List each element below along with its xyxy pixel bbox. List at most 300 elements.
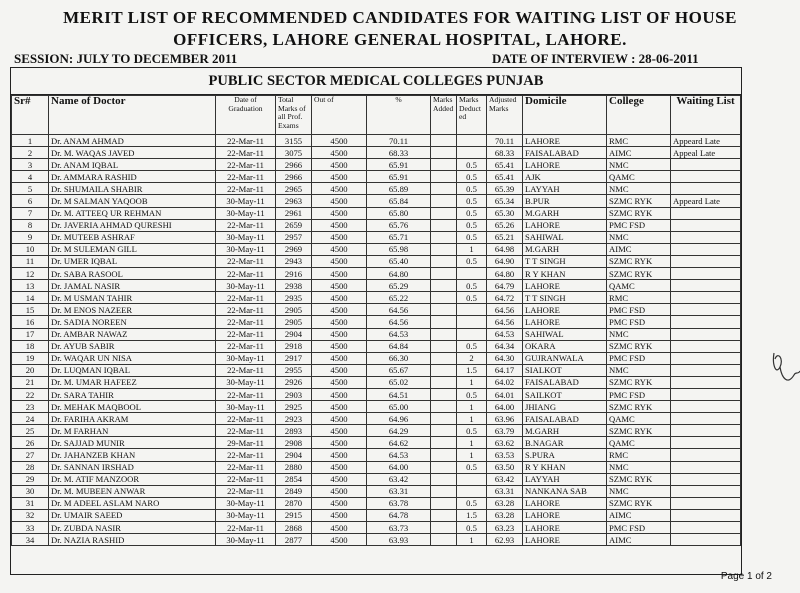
cell-sr: 9 [12,231,49,243]
cell-total-marks: 2955 [276,364,312,376]
cell-percent: 65.00 [367,401,431,413]
cell-marks-added [431,425,457,437]
cell-graduation-date: 22-Mar-11 [216,364,276,376]
table-row [12,328,741,340]
cell-total-marks: 2966 [276,159,312,171]
cell-waiting-list [671,316,741,328]
col-header-waiting-list: Waiting List [671,96,741,135]
cell-total-marks: 2923 [276,413,312,425]
cell-total-marks: 2961 [276,207,312,219]
cell-out-of: 4500 [312,207,367,219]
col-header-out-of: Out of [312,96,367,135]
cell-name: Dr. M. WAQAS JAVED [49,147,216,159]
cell-domicile: LAHORE [523,219,607,231]
cell-out-of: 4500 [312,340,367,352]
cell-marks-added [431,328,457,340]
cell-marks-added [431,449,457,461]
cell-percent: 64.53 [367,449,431,461]
cell-graduation-date: 30-May-11 [216,231,276,243]
cell-percent: 65.91 [367,171,431,183]
cell-domicile: M.GARH [523,425,607,437]
cell-domicile: LAHORE [523,316,607,328]
cell-total-marks: 2935 [276,292,312,304]
table-row [12,243,741,255]
cell-marks-added [431,485,457,497]
cell-out-of: 4500 [312,147,367,159]
table-row [12,388,741,400]
cell-marks-deducted: 0.5 [457,207,487,219]
cell-graduation-date: 30-May-11 [216,376,276,388]
cell-name: Dr. SHUMAILA SHABIR [49,183,216,195]
table-row [12,255,741,267]
cell-domicile: OKARA [523,340,607,352]
cell-percent: 64.78 [367,509,431,521]
cell-adjusted-marks: 63.53 [487,449,523,461]
cell-total-marks: 2868 [276,522,312,534]
cell-domicile: NANKANA SAB [523,485,607,497]
cell-sr: 2 [12,147,49,159]
cell-graduation-date: 30-May-11 [216,195,276,207]
cell-college: NMC [607,159,671,171]
cell-domicile: FAISALABAD [523,413,607,425]
cell-sr: 30 [12,485,49,497]
cell-marks-added [431,304,457,316]
cell-marks-added [431,231,457,243]
cell-adjusted-marks: 64.17 [487,364,523,376]
cell-marks-added [431,413,457,425]
cell-percent: 64.96 [367,413,431,425]
cell-graduation-date: 22-Mar-11 [216,340,276,352]
table-row [12,292,741,304]
cell-marks-deducted: 0.5 [457,219,487,231]
cell-percent: 64.29 [367,425,431,437]
cell-college: SZMC RYK [607,207,671,219]
cell-sr: 27 [12,449,49,461]
cell-marks-deducted: 1 [457,449,487,461]
cell-sr: 14 [12,292,49,304]
cell-out-of: 4500 [312,219,367,231]
table-row [12,280,741,292]
cell-out-of: 4500 [312,268,367,280]
cell-percent: 63.93 [367,534,431,546]
col-header-sr: Sr# [12,96,49,135]
table-row [12,195,741,207]
cell-total-marks: 2926 [276,376,312,388]
col-header-graduation-date: Date of Graduation [216,96,276,135]
cell-marks-added [431,195,457,207]
cell-graduation-date: 22-Mar-11 [216,159,276,171]
cell-domicile: SIALKOT [523,364,607,376]
cell-sr: 26 [12,437,49,449]
cell-total-marks: 2877 [276,534,312,546]
cell-graduation-date: 30-May-11 [216,280,276,292]
cell-college: PMC FSD [607,522,671,534]
table-row [12,304,741,316]
cell-marks-deducted: 1.5 [457,364,487,376]
section-title: PUBLIC SECTOR MEDICAL COLLEGES PUNJAB [11,68,741,95]
cell-graduation-date: 22-Mar-11 [216,268,276,280]
cell-percent: 65.76 [367,219,431,231]
cell-graduation-date: 22-Mar-11 [216,147,276,159]
cell-domicile: FAISALABAD [523,376,607,388]
cell-waiting-list [671,352,741,364]
cell-marks-added [431,159,457,171]
table-row [12,171,741,183]
cell-waiting-list [671,255,741,267]
cell-adjusted-marks: 65.41 [487,159,523,171]
merit-list-table [11,95,741,546]
cell-adjusted-marks: 65.34 [487,195,523,207]
cell-waiting-list [671,413,741,425]
cell-waiting-list [671,437,741,449]
cell-adjusted-marks: 64.53 [487,328,523,340]
cell-adjusted-marks: 64.00 [487,401,523,413]
cell-college: NMC [607,183,671,195]
cell-name: Dr. LUQMAN IQBAL [49,364,216,376]
cell-sr: 31 [12,497,49,509]
cell-sr: 16 [12,316,49,328]
cell-adjusted-marks: 64.30 [487,352,523,364]
cell-percent: 65.22 [367,292,431,304]
table-row [12,147,741,159]
cell-college: SZMC RYK [607,425,671,437]
cell-domicile: B.NAGAR [523,437,607,449]
cell-marks-added [431,171,457,183]
cell-out-of: 4500 [312,183,367,195]
cell-sr: 4 [12,171,49,183]
cell-waiting-list [671,509,741,521]
cell-adjusted-marks: 63.62 [487,437,523,449]
cell-adjusted-marks: 64.79 [487,280,523,292]
cell-out-of: 4500 [312,243,367,255]
cell-out-of: 4500 [312,497,367,509]
cell-adjusted-marks: 70.11 [487,135,523,147]
cell-adjusted-marks: 68.33 [487,147,523,159]
cell-marks-added [431,135,457,147]
document-title-line-2: OFFICERS, LAHORE GENERAL HOSPITAL, LAHORE. [173,30,627,49]
cell-domicile: FAISALABAD [523,147,607,159]
cell-out-of: 4500 [312,388,367,400]
cell-sr: 17 [12,328,49,340]
table-row [12,425,741,437]
cell-total-marks: 2957 [276,231,312,243]
cell-name: Dr. M ENOS NAZEER [49,304,216,316]
cell-total-marks: 2969 [276,243,312,255]
cell-college: SZMC RYK [607,376,671,388]
cell-name: Dr. SARA TAHIR [49,388,216,400]
cell-sr: 25 [12,425,49,437]
cell-waiting-list [671,243,741,255]
cell-college: QAMC [607,413,671,425]
cell-domicile: LAHORE [523,497,607,509]
cell-marks-added [431,280,457,292]
cell-adjusted-marks: 65.39 [487,183,523,195]
cell-sr: 24 [12,413,49,425]
cell-name: Dr. SAJJAD MUNIR [49,437,216,449]
cell-marks-added [431,292,457,304]
cell-marks-added [431,316,457,328]
cell-adjusted-marks: 64.56 [487,304,523,316]
cell-graduation-date: 22-Mar-11 [216,328,276,340]
cell-name: Dr. M FARHAN [49,425,216,437]
cell-marks-deducted: 0.5 [457,195,487,207]
cell-name: Dr. UMER IQBAL [49,255,216,267]
cell-sr: 22 [12,388,49,400]
cell-graduation-date: 22-Mar-11 [216,219,276,231]
cell-total-marks: 2943 [276,255,312,267]
cell-college: PMC FSD [607,219,671,231]
cell-marks-added [431,255,457,267]
cell-marks-deducted [457,135,487,147]
cell-college: NMC [607,231,671,243]
cell-percent: 64.80 [367,268,431,280]
cell-name: Dr. UMAIR SAEED [49,509,216,521]
cell-marks-deducted: 0.5 [457,183,487,195]
cell-graduation-date: 22-Mar-11 [216,522,276,534]
cell-domicile: T T SINGH [523,255,607,267]
cell-name: Dr. SADIA NOREEN [49,316,216,328]
cell-domicile: LAHORE [523,135,607,147]
cell-graduation-date: 30-May-11 [216,534,276,546]
cell-waiting-list [671,449,741,461]
cell-name: Dr. SANNAN IRSHAD [49,461,216,473]
table-row [12,413,741,425]
cell-domicile: GUJRANWALA [523,352,607,364]
cell-marks-deducted [457,473,487,485]
cell-out-of: 4500 [312,171,367,183]
cell-adjusted-marks: 63.42 [487,473,523,485]
cell-adjusted-marks: 64.02 [487,376,523,388]
cell-total-marks: 2965 [276,183,312,195]
cell-adjusted-marks: 63.31 [487,485,523,497]
cell-percent: 65.40 [367,255,431,267]
cell-name: Dr. WAQAR UN NISA [49,352,216,364]
cell-college: AIMC [607,534,671,546]
cell-percent: 65.02 [367,376,431,388]
cell-domicile: SAILKOT [523,388,607,400]
cell-domicile: B.PUR [523,195,607,207]
cell-sr: 18 [12,340,49,352]
cell-name: Dr. ANAM IQBAL [49,159,216,171]
table-row [12,316,741,328]
cell-graduation-date: 30-May-11 [216,207,276,219]
cell-name: Dr. MUTEEB ASHRAF [49,231,216,243]
cell-marks-added [431,219,457,231]
cell-graduation-date: 30-May-11 [216,352,276,364]
cell-percent: 70.11 [367,135,431,147]
cell-domicile: M.GARH [523,207,607,219]
cell-total-marks: 2870 [276,497,312,509]
cell-domicile: R Y KHAN [523,461,607,473]
cell-college: RMC [607,135,671,147]
cell-graduation-date: 22-Mar-11 [216,485,276,497]
cell-marks-added [431,352,457,364]
cell-adjusted-marks: 62.93 [487,534,523,546]
page-number: Page 1 of 2 [720,571,772,582]
cell-college: QAMC [607,280,671,292]
cell-domicile: LAHORE [523,509,607,521]
cell-marks-deducted: 1.5 [457,509,487,521]
table-row [12,268,741,280]
cell-college: AIMC [607,243,671,255]
cell-marks-added [431,401,457,413]
cell-graduation-date: 22-Mar-11 [216,461,276,473]
cell-marks-added [431,243,457,255]
cell-waiting-list [671,268,741,280]
cell-marks-deducted: 0.5 [457,388,487,400]
cell-percent: 65.89 [367,183,431,195]
cell-marks-deducted: 0.5 [457,171,487,183]
cell-marks-deducted [457,304,487,316]
cell-out-of: 4500 [312,376,367,388]
cell-percent: 64.51 [367,388,431,400]
cell-domicile: LAHORE [523,534,607,546]
table-row [12,401,741,413]
cell-sr: 3 [12,159,49,171]
cell-graduation-date: 22-Mar-11 [216,413,276,425]
cell-out-of: 4500 [312,534,367,546]
cell-marks-deducted: 1 [457,413,487,425]
cell-marks-deducted: 0.5 [457,255,487,267]
cell-domicile: SAHIWAL [523,328,607,340]
cell-out-of: 4500 [312,509,367,521]
cell-adjusted-marks: 64.98 [487,243,523,255]
cell-waiting-list: Appeard Late [671,195,741,207]
cell-total-marks: 2904 [276,449,312,461]
cell-graduation-date: 22-Mar-11 [216,255,276,267]
cell-waiting-list [671,534,741,546]
cell-out-of: 4500 [312,461,367,473]
table-row [12,159,741,171]
cell-waiting-list [671,473,741,485]
cell-name: Dr. M SALMAN YAQOOB [49,195,216,207]
cell-graduation-date: 22-Mar-11 [216,171,276,183]
cell-name: Dr. M. ATTEEQ UR REHMAN [49,207,216,219]
cell-waiting-list [671,219,741,231]
cell-marks-added [431,183,457,195]
cell-total-marks: 2917 [276,352,312,364]
cell-adjusted-marks: 65.26 [487,219,523,231]
cell-sr: 6 [12,195,49,207]
cell-graduation-date: 22-Mar-11 [216,473,276,485]
cell-sr: 20 [12,364,49,376]
cell-marks-added [431,497,457,509]
cell-marks-deducted: 0.5 [457,231,487,243]
cell-waiting-list [671,207,741,219]
cell-college: PMC FSD [607,388,671,400]
cell-name: Dr. MEHAK MAQBOOL [49,401,216,413]
cell-percent: 65.80 [367,207,431,219]
cell-name: Dr. JAHANZEB KHAN [49,449,216,461]
cell-waiting-list [671,328,741,340]
cell-out-of: 4500 [312,195,367,207]
cell-sr: 5 [12,183,49,195]
cell-marks-deducted: 0.5 [457,425,487,437]
cell-percent: 64.56 [367,316,431,328]
cell-graduation-date: 22-Mar-11 [216,316,276,328]
cell-percent: 64.56 [367,304,431,316]
cell-waiting-list [671,231,741,243]
cell-marks-deducted [457,485,487,497]
cell-out-of: 4500 [312,231,367,243]
cell-total-marks: 3075 [276,147,312,159]
cell-marks-deducted: 1 [457,376,487,388]
cell-out-of: 4500 [312,437,367,449]
cell-out-of: 4500 [312,280,367,292]
cell-adjusted-marks: 64.90 [487,255,523,267]
table-header-row [12,96,741,135]
cell-marks-deducted: 0.5 [457,280,487,292]
cell-college: SZMC RYK [607,340,671,352]
cell-total-marks: 2925 [276,401,312,413]
cell-college: SZMC RYK [607,401,671,413]
cell-out-of: 4500 [312,522,367,534]
cell-domicile: LAHORE [523,159,607,171]
col-header-marks-deducted: Marks Deducted [457,96,487,135]
col-header-marks-added: Marks Added [431,96,457,135]
cell-name: Dr. M. ATIF MANZOOR [49,473,216,485]
cell-percent: 65.29 [367,280,431,292]
cell-adjusted-marks: 63.23 [487,522,523,534]
cell-name: Dr. M. UMAR HAFEEZ [49,376,216,388]
cell-sr: 32 [12,509,49,521]
cell-sr: 12 [12,268,49,280]
table-row [12,497,741,509]
table-row [12,352,741,364]
cell-marks-deducted: 0.5 [457,522,487,534]
cell-marks-added [431,364,457,376]
cell-graduation-date: 30-May-11 [216,509,276,521]
cell-percent: 65.84 [367,195,431,207]
cell-name: Dr. ZUBDA NASIR [49,522,216,534]
cell-out-of: 4500 [312,364,367,376]
cell-graduation-date: 30-May-11 [216,243,276,255]
cell-college: NMC [607,364,671,376]
cell-name: Dr. JAMAL NASIR [49,280,216,292]
cell-sr: 11 [12,255,49,267]
cell-sr: 10 [12,243,49,255]
cell-college: NMC [607,328,671,340]
cell-adjusted-marks: 63.28 [487,509,523,521]
cell-adjusted-marks: 63.96 [487,413,523,425]
cell-college: PMC FSD [607,304,671,316]
cell-graduation-date: 22-Mar-11 [216,425,276,437]
cell-total-marks: 2915 [276,509,312,521]
interview-date-label: DATE OF INTERVIEW : 28-06-2011 [492,51,699,66]
cell-domicile: JHIANG [523,401,607,413]
cell-domicile: LAHORE [523,280,607,292]
cell-college: PMC FSD [607,316,671,328]
cell-marks-added [431,437,457,449]
cell-graduation-date: 22-Mar-11 [216,388,276,400]
cell-adjusted-marks: 64.72 [487,292,523,304]
cell-marks-deducted: 2 [457,352,487,364]
cell-domicile: SAHIWAL [523,231,607,243]
cell-percent: 63.31 [367,485,431,497]
col-header-college: College [607,96,671,135]
cell-college: AIMC [607,509,671,521]
cell-total-marks: 2893 [276,425,312,437]
cell-waiting-list: Appeal Late [671,147,741,159]
cell-marks-added [431,376,457,388]
cell-college: RMC [607,449,671,461]
table-row [12,461,741,473]
cell-marks-added [431,522,457,534]
col-header-percent: % [367,96,431,135]
cell-domicile: LAHORE [523,304,607,316]
cell-college: NMC [607,461,671,473]
cell-marks-deducted [457,328,487,340]
